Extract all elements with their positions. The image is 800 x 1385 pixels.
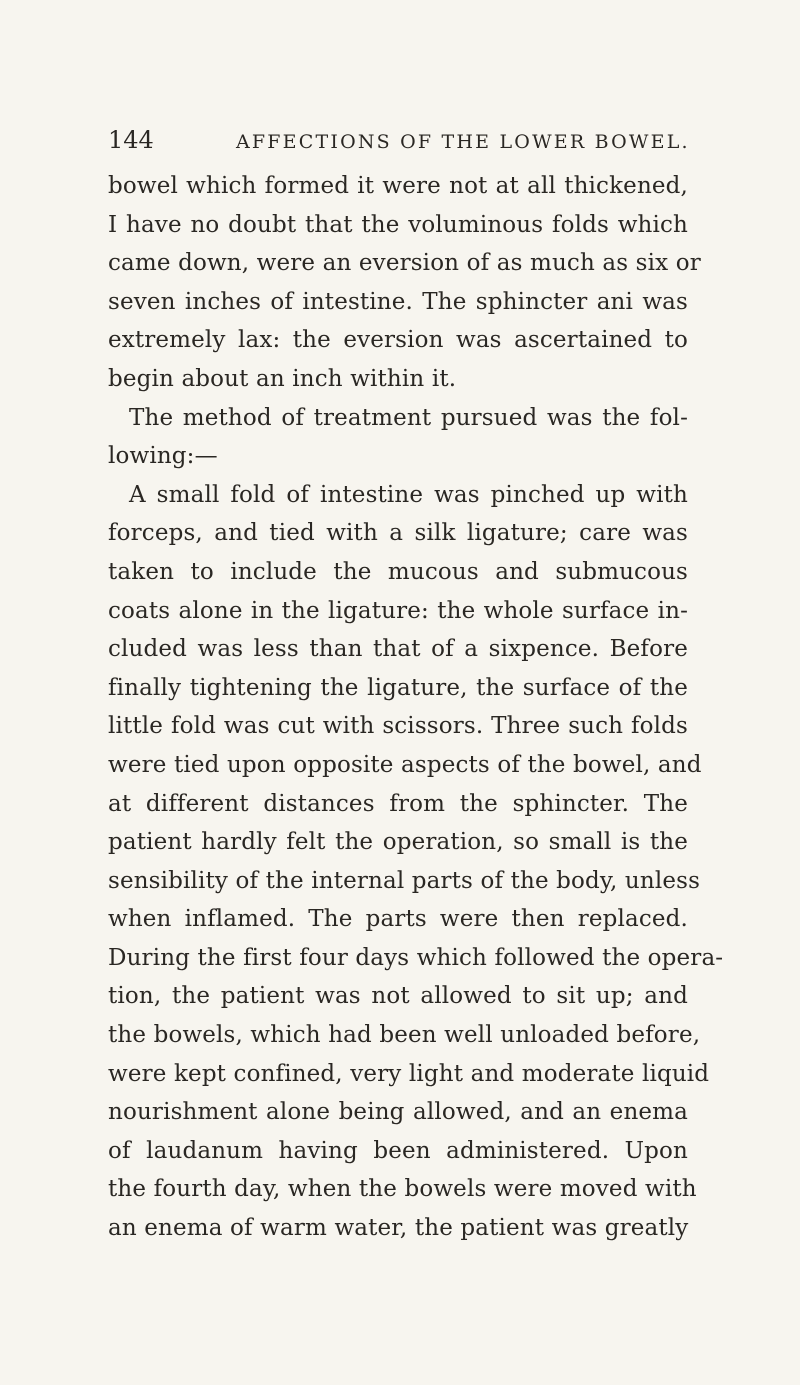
- text-line: The method of treatment pursued was the fol-: [129, 404, 688, 431]
- text-line: extremely lax: the eversion was ascertained to: [108, 327, 688, 354]
- text-line: taken to include the mucous and submucous: [108, 558, 688, 585]
- text-line: finally tightening the ligature, the surface of the: [108, 674, 688, 701]
- text-line: tion, the patient was not allowed to sit up; and: [108, 983, 688, 1010]
- text-line: were tied upon opposite aspects of the bowel, and: [108, 751, 702, 778]
- text-line: an enema of warm water, the patient was greatly: [108, 1215, 689, 1242]
- text-line: at different distances from the sphincter. The: [108, 790, 688, 817]
- body-text: [108, 167, 724, 1248]
- text-line: coats alone in the ligature: the whole surface in-: [108, 597, 688, 624]
- page-header: [108, 126, 690, 162]
- text-line: came down, were an eversion of as much as six or: [108, 250, 701, 277]
- text-line: were kept confined, very light and moderate liquid: [108, 1060, 710, 1087]
- text-line: of laudanum having been administered. Upon: [108, 1137, 688, 1164]
- text-line: A small fold of intestine was pinched up with: [129, 481, 688, 508]
- text-line: During the first four days which followed the opera-: [108, 944, 724, 971]
- text-line: patient hardly felt the operation, so small is the: [108, 829, 688, 856]
- text-line: cluded was less than that of a sixpence. Before: [108, 636, 688, 663]
- text-line: sensibility of the internal parts of the body, unless: [108, 867, 701, 894]
- text-line: forceps, and tied with a silk ligature; care was: [108, 520, 688, 547]
- text-line: bowel which formed it were not at all thickened,: [108, 173, 688, 199]
- text-line: the fourth day, when the bowels were moved with: [108, 1176, 697, 1203]
- text-line: lowing:—: [108, 443, 218, 470]
- text-line: begin about an inch within it.: [108, 365, 457, 392]
- page-number: 144: [108, 126, 154, 154]
- text-line: nourishment alone being allowed, and an enema: [108, 1099, 688, 1126]
- text-line: little fold was cut with scissors. Three such folds: [108, 713, 688, 740]
- text-line: seven inches of intestine. The sphincter ani was: [108, 288, 688, 315]
- text-line: the bowels, which had been well unloaded before,: [108, 1022, 701, 1049]
- text-line: I have no doubt that the voluminous folds which: [108, 211, 688, 238]
- text-line: when inflamed. The parts were then replaced.: [108, 906, 688, 933]
- running-title: AFFECTIONS OF THE LOWER BOWEL.: [236, 131, 690, 153]
